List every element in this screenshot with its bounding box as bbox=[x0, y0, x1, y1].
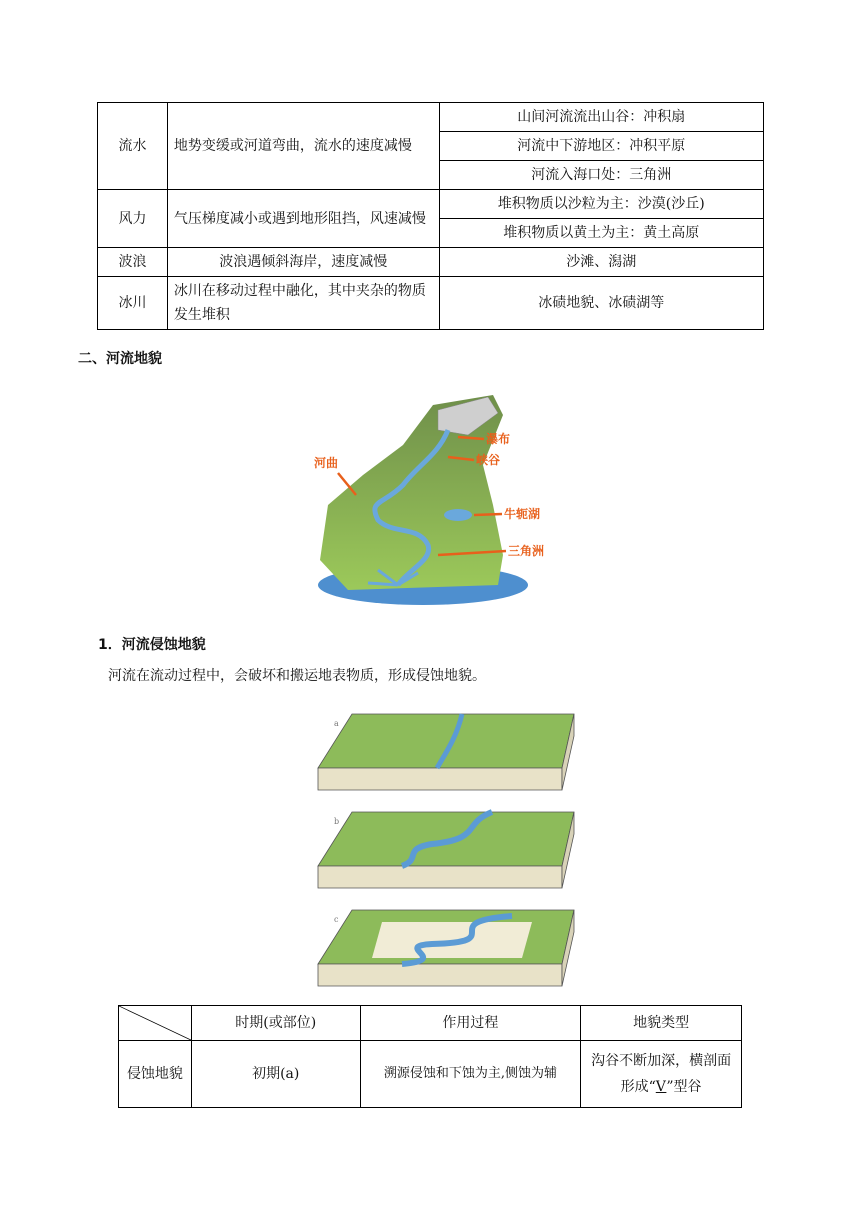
landform-text-suffix: ”型谷 bbox=[666, 1079, 702, 1095]
header-landform-type: 地貌类型 bbox=[581, 1006, 742, 1041]
landform-text-prefix: 沟谷不断加深，横剖面形成“ bbox=[591, 1053, 732, 1095]
section-heading-river-landforms: 二、河流地貌 bbox=[78, 351, 162, 367]
header-period: 时期(或部位) bbox=[191, 1006, 360, 1041]
landform-cell: 冰碛地貌、冰碛湖等 bbox=[439, 277, 764, 330]
diagonal-line bbox=[119, 1006, 191, 1040]
valley-evolution-blocks bbox=[312, 706, 584, 1002]
condition-cell: 波浪遇倾斜海岸，速度减慢 bbox=[167, 248, 439, 277]
block-label-c: c bbox=[334, 915, 339, 924]
agent-cell: 冰川 bbox=[98, 277, 168, 330]
header-process: 作用过程 bbox=[360, 1006, 581, 1041]
label-meander: 河曲 bbox=[314, 456, 339, 470]
label-gorge: 峡谷 bbox=[476, 453, 501, 467]
label-waterfall: 瀑布 bbox=[486, 432, 511, 446]
condition-cell: 冰川在移动过程中融化，其中夹杂的物质发生堆积 bbox=[167, 277, 439, 330]
block-c bbox=[318, 910, 574, 986]
landform-cell: 堆积物质以黄土为主：黄土高原 bbox=[439, 219, 764, 248]
process-cell: 溯源侵蚀和下蚀为主,侧蚀为辅 bbox=[360, 1041, 581, 1108]
block-a bbox=[318, 714, 574, 790]
landform-v-letter: V bbox=[655, 1079, 667, 1095]
landform-cell: 山间河流流出山谷：冲积扇 bbox=[439, 103, 764, 132]
deposition-table bbox=[97, 102, 764, 330]
landform-cell: 沙滩、潟湖 bbox=[439, 248, 764, 277]
subsection-heading-erosion: 1．河流侵蚀地貌 bbox=[98, 637, 206, 653]
condition-cell: 气压梯度减小或遇到地形阻挡，风速减慢 bbox=[167, 190, 439, 248]
period-cell: 初期(a) bbox=[191, 1041, 360, 1108]
diagonal-header-cell bbox=[119, 1006, 192, 1041]
landform-cell: 河流中下游地区：冲积平原 bbox=[439, 132, 764, 161]
landform-type-cell bbox=[581, 1041, 742, 1108]
oxbow-lake-shape bbox=[444, 509, 472, 521]
erosion-table bbox=[118, 1005, 742, 1108]
body-paragraph: 河流在流动过程中，会破坏和搬运地表物质，形成侵蚀地貌。 bbox=[108, 668, 486, 684]
label-oxbow-lake: 牛轭湖 bbox=[504, 507, 541, 521]
block-b bbox=[318, 812, 574, 888]
river-landform-illustration bbox=[308, 385, 558, 607]
landform-cell: 河流入海口处：三角洲 bbox=[439, 161, 764, 190]
category-cell: 侵蚀地貌 bbox=[119, 1041, 192, 1108]
block-label-b: b bbox=[334, 817, 340, 826]
agent-cell: 波浪 bbox=[98, 248, 168, 277]
label-delta: 三角洲 bbox=[508, 544, 545, 558]
condition-cell: 地势变缓或河道弯曲，流水的速度减慢 bbox=[167, 103, 439, 190]
agent-cell: 风力 bbox=[98, 190, 168, 248]
block-label-a: a bbox=[334, 719, 339, 728]
landform-cell: 堆积物质以沙粒为主：沙漠(沙丘) bbox=[439, 190, 764, 219]
agent-cell: 流水 bbox=[98, 103, 168, 190]
arrow-oxbow bbox=[474, 514, 502, 515]
